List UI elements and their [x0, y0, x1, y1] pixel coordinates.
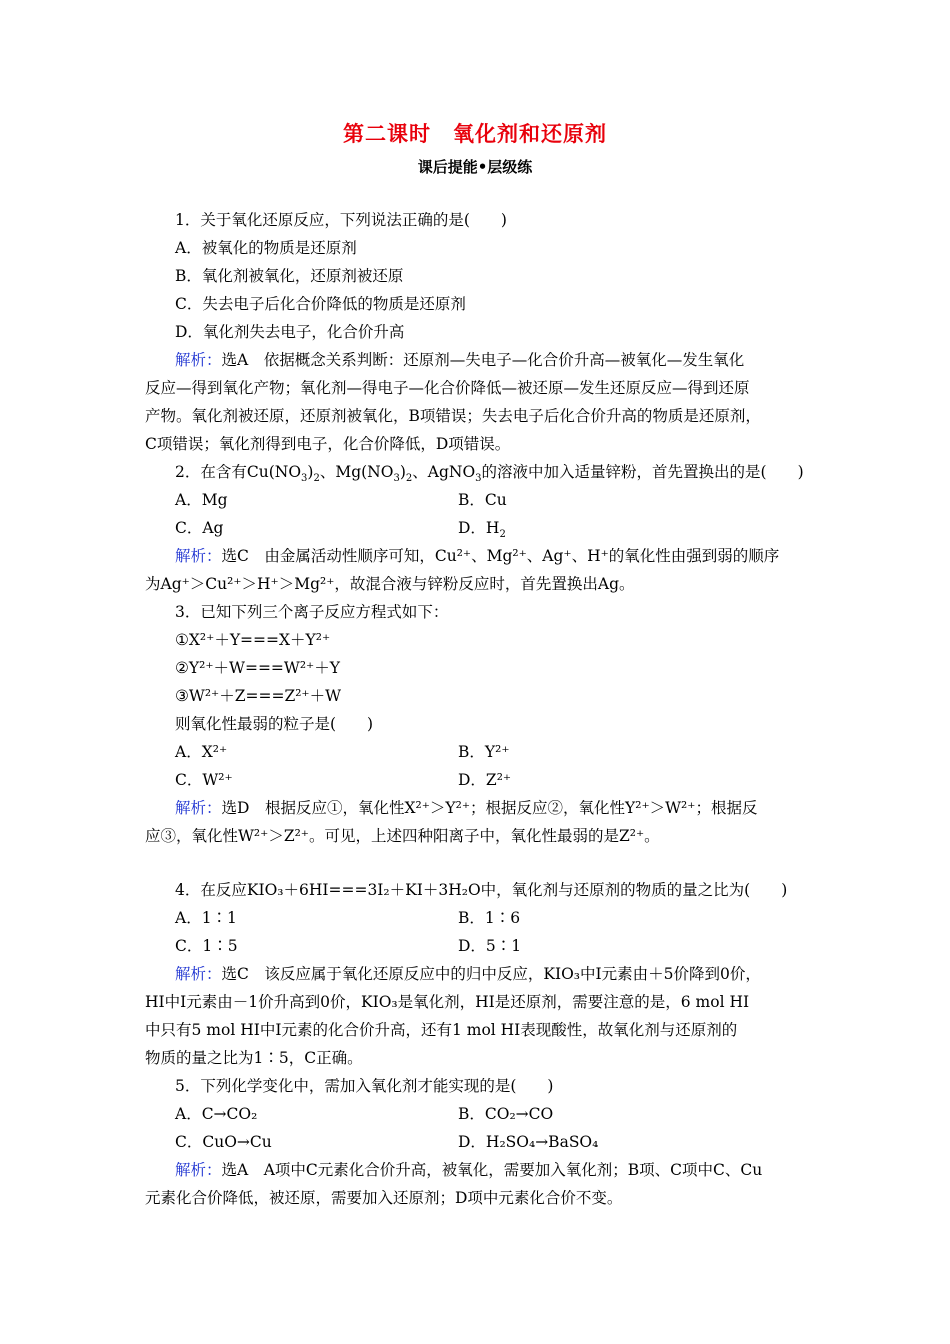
- q3-analysis-line2: 应③，氧化性W²⁺＞Z²⁺。可见，上述四种阳离子中，氧化性最弱的是Z²⁺。: [145, 827, 660, 845]
- q2-option-d: [458, 514, 506, 542]
- q3-equation-1: ①X²⁺＋Y===X＋Y²⁺: [175, 631, 331, 649]
- q4-option-a: A．1∶1: [175, 909, 237, 927]
- q2-stem: [145, 458, 815, 486]
- q4-analysis-line3: 中只有5 mol HI中I元素的化合价升高，还有1 mol HI表现酸性，故氧化剂与还原剂的: [145, 1021, 738, 1039]
- q5-option-c: C．CuO→Cu: [175, 1133, 272, 1151]
- q4-options-row1: [145, 904, 815, 932]
- q4-option-d: D．5∶1: [458, 937, 522, 955]
- title-topic: 氧化剂和还原剂: [453, 122, 607, 146]
- subscript: 2: [405, 473, 413, 485]
- analysis-label: 解析：: [175, 965, 222, 983]
- q1-option-d: D．氧化剂失去电子，化合价升高: [175, 323, 405, 341]
- q2-stem-part: 、AgNO: [412, 463, 476, 481]
- q3-equation-2: ②Y²⁺＋W===W²⁺＋Y: [175, 659, 340, 677]
- q2-analysis: [145, 542, 815, 570]
- q2-options-row1: [145, 486, 815, 514]
- q1-stem: 1．关于氧化还原反应，下列说法正确的是( ): [175, 211, 507, 229]
- subscript: 3: [475, 473, 482, 485]
- q3-options-row1: [145, 738, 815, 766]
- q3-analysis-line1: 选D 根据反应①，氧化性X²⁺＞Y²⁺；根据反应②，氧化性Y²⁺＞W²⁺；根据反: [221, 799, 758, 817]
- q4-analysis-line4: 物质的量之比为1∶5，C正确。: [145, 1049, 363, 1067]
- q2-analysis-line1: 选C 由金属活动性顺序可知，Cu²⁺、Mg²⁺、Ag⁺、H⁺的氧化性由强到弱的顺序: [221, 547, 780, 565]
- subscript: 3: [393, 473, 400, 485]
- q5-options-row2: [145, 1128, 815, 1156]
- q4-option-b: B．1∶6: [458, 909, 521, 927]
- subscript: 2: [499, 529, 506, 541]
- question-list: [145, 206, 815, 1212]
- q3-option-c: C．W²⁺: [175, 771, 233, 789]
- q5-analysis-line1: 选A A项中C元素化合价升高，被氧化，需要加入氧化剂；B项、C项中C、Cu: [221, 1161, 763, 1179]
- q3-equation-3: ③W²⁺＋Z===Z²⁺＋W: [175, 687, 342, 705]
- q5-option-d: D．H₂SO₄→BaSO₄: [458, 1133, 599, 1151]
- q4-option-c: C．1∶5: [175, 937, 238, 955]
- q3-option-a: A．X²⁺: [175, 743, 228, 761]
- q3-ask: 则氧化性最弱的粒子是( ): [175, 715, 374, 733]
- q1-option-c: C．失去电子后化合价降低的物质是还原剂: [175, 295, 466, 313]
- q3-option-b: B．Y²⁺: [458, 743, 510, 761]
- q4-analysis: [145, 960, 815, 988]
- q2-stem-part: 、Mg(NO: [319, 463, 394, 481]
- q2-option-d-text: D．H: [458, 519, 500, 537]
- q4-options-row2: [145, 932, 815, 960]
- subscript: 2: [313, 473, 320, 485]
- q2-stem-part: 2．在含有Cu(NO: [175, 463, 302, 481]
- q1-analysis-line3: 产物。氧化剂被还原，还原剂被氧化，B项错误；失去电子后化合价升高的物质是还原剂，: [145, 407, 761, 425]
- analysis-label: 解析：: [175, 1161, 222, 1179]
- q5-analysis: [145, 1156, 815, 1184]
- q3-analysis: [145, 794, 815, 822]
- q4-analysis-line2: HI中I元素由－1价升高到0价，KIO₃是氧化剂，HI是还原剂，需要注意的是，6 mol HI: [145, 993, 750, 1011]
- q2-option-a: A．Mg: [175, 491, 228, 509]
- q4-stem: 4．在反应KIO₃＋6HI===3I₂＋KI＋3H₂O中，氧化剂与还原剂的物质的量之比为( ): [175, 881, 788, 899]
- q1-option-b: B．氧化剂被氧化，还原剂被还原: [175, 267, 404, 285]
- q2-stem-part: ): [307, 463, 314, 481]
- q1-analysis-line4: C项错误；氧化剂得到电子，化合价降低，D项错误。: [145, 435, 511, 453]
- q5-option-a: A．C→CO₂: [175, 1105, 258, 1123]
- q3-option-d: D．Z²⁺: [458, 771, 512, 789]
- q5-analysis-line2: 元素化合价降低，被还原，需要加入还原剂；D项中元素化合价不变。: [145, 1189, 623, 1207]
- q1-analysis-line1: 选A 依据概念关系判断：还原剂—失电子—化合价升高—被氧化—发生氧化: [221, 351, 745, 369]
- q5-stem: 5．下列化学变化中，需加入氧化剂才能实现的是( ): [175, 1077, 554, 1095]
- q3-options-row2: [145, 766, 815, 794]
- q5-option-b: B．CO₂→CO: [458, 1105, 554, 1123]
- analysis-label: 解析：: [175, 799, 222, 817]
- q5-options-row1: [145, 1100, 815, 1128]
- q2-stem-part: 的溶液中加入适量锌粉，首先置换出的是( ): [481, 463, 804, 481]
- q1-option-a: A．被氧化的物质是还原剂: [175, 239, 357, 257]
- title-lesson: 第二课时: [343, 122, 431, 146]
- q1-analysis: [145, 346, 815, 374]
- q2-analysis-line2: 为Ag⁺＞Cu²⁺＞H⁺＞Mg²⁺，故混合液与锌粉反应时，首先置换出Ag。: [145, 575, 635, 593]
- q2-options-row2: [145, 514, 815, 542]
- q3-stem: 3．已知下列三个离子反应方程式如下：: [175, 603, 449, 621]
- analysis-label: 解析：: [175, 351, 222, 369]
- subscript: 3: [301, 473, 308, 485]
- analysis-label: 解析：: [175, 547, 222, 565]
- q1-analysis-line2: 反应—得到氧化产物；氧化剂—得电子—化合价降低—被还原—发生还原反应—得到还原: [145, 379, 750, 397]
- q2-option-c: C．Ag: [175, 519, 224, 537]
- page-subtitle: 课后提能•层级练: [417, 158, 533, 176]
- section-spacer: [145, 850, 815, 876]
- q2-stem-part: ): [399, 463, 406, 481]
- q2-option-b: B．Cu: [458, 491, 507, 509]
- q4-analysis-line1: 选C 该反应属于氧化还原反应中的归中反应，KIO₃中I元素由＋5价降到0价，: [221, 965, 761, 983]
- page-title: [0, 118, 950, 148]
